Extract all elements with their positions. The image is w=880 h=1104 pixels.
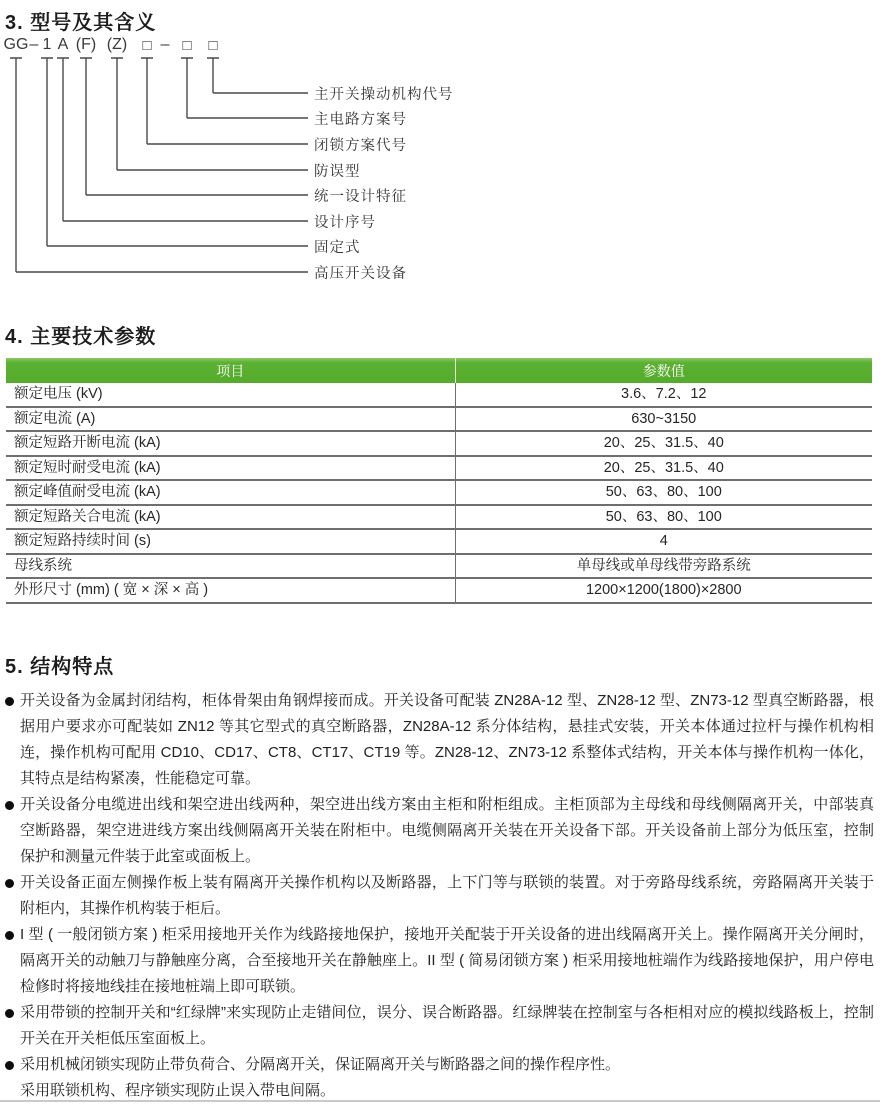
- param-value-cell: 20、25、31.5、40: [455, 456, 872, 481]
- feature-bullet-text: 采用带锁的控制开关和“红绿牌”来实现防止走错间位，误分、误合断路器。红绿牌装在控制室与各柜相对应的模拟线路板上，控制开关在开关柜低压室面板上。: [20, 1004, 874, 1047]
- code-meaning-label: 高压开关设备: [314, 266, 407, 282]
- param-item-cell: 外形尺寸 (mm) ( 宽 × 深 × 高 ): [6, 578, 455, 603]
- param-value-cell: 4: [455, 529, 872, 554]
- param-value-cell: 3.6、7.2、12: [455, 383, 872, 407]
- section-3-heading: 3. 型号及其含义: [5, 12, 157, 34]
- param-value-cell: 50、63、80、100: [455, 505, 872, 530]
- feature-bullet-item: [5, 792, 874, 870]
- code-meaning-label: 闭锁方案代号: [314, 138, 407, 154]
- code-meaning-label: 防误型: [314, 164, 361, 180]
- table-header-row: [6, 358, 872, 383]
- bullet-dot-icon: [5, 1061, 14, 1070]
- feature-bullet-text: 开关设备为金属封闭结构，柜体骨架由角钢焊接而成。开关设备可配装 ZN28A-12 型、ZN28-12 型、ZN73-12 型真空断路器，根据用户要求亦可配装如 ZN12 等其它型式的真空断路器，ZN28A-12 系分体结构，悬挂式安装，开关本体通过拉杆与操作机构相连，操作机构可配用 CD10、CD17、CT8、CT17、CT19 等。ZN28-12、ZN73-12 系整体式结构，开关本体与操作机构一体化，其特点是结构紧凑，性能稳定可靠。: [20, 692, 874, 787]
- feature-bullet-item: [5, 1052, 874, 1078]
- param-value-cell: 630~3150: [455, 407, 872, 432]
- param-table-row: [6, 578, 872, 603]
- page-bottom-rule: [0, 1100, 880, 1102]
- section-5-heading: 5. 结构特点: [5, 656, 115, 678]
- code-token: (F): [75, 36, 97, 53]
- param-table-row: [6, 431, 872, 456]
- param-item-cell: 额定峰值耐受电流 (kA): [6, 480, 455, 505]
- param-item-cell: 额定短路关合电流 (kA): [6, 505, 455, 530]
- code-token: A: [57, 36, 69, 53]
- bullet-dot-icon: [5, 697, 14, 706]
- param-item-cell: 额定电流 (A): [6, 407, 455, 432]
- feature-bullet-item: [5, 1000, 874, 1052]
- param-table-row: [6, 505, 872, 530]
- code-meaning-label: 固定式: [314, 240, 361, 256]
- code-meaning-label: 主开关操动机构代号: [314, 87, 454, 103]
- feature-bullet-item: [5, 922, 874, 1000]
- param-item-cell: 母线系统: [6, 554, 455, 579]
- code-token: –: [29, 36, 39, 53]
- param-item-cell: 额定短时耐受电流 (kA): [6, 456, 455, 481]
- feature-bullet-text: 开关设备正面左侧操作板上装有隔离开关操作机构以及断路器，上下门等与联锁的装置。对于旁路母线系统，旁路隔离开关装于附柜内，其操作机构装于柜后。: [20, 874, 874, 917]
- feature-bullet-text: 采用机械闭锁实现防止带负荷合、分隔离开关，保证隔离开关与断路器之间的操作程序性。: [20, 1056, 621, 1073]
- diagram-connector-lines: [0, 36, 880, 288]
- code-token: 1: [42, 36, 52, 53]
- code-token: (Z): [106, 36, 128, 53]
- bullet-dot-icon: [5, 879, 14, 888]
- column-header-value: 参数值: [455, 358, 872, 383]
- bullet-dot-icon: [5, 931, 14, 940]
- param-table-row: [6, 480, 872, 505]
- bullet-dot-icon: [5, 801, 14, 810]
- param-value-cell: 20、25、31.5、40: [455, 431, 872, 456]
- param-item-cell: 额定短路持续时间 (s): [6, 529, 455, 554]
- param-value-cell: 1200×1200(1800)×2800: [455, 578, 872, 603]
- column-header-item: 项目: [6, 358, 455, 383]
- feature-bullet-text: 开关设备分电缆进出线和架空进出线两种，架空进出线方案由主柜和附柜组成。主柜顶部为主母线和母线侧隔离开关，中部装真空断路器，架空进进线方案出线侧隔离开关装在附柜中。电缆侧隔离开关装在开关设备下部。开关设备前上部分为低压室，控制保护和测量元件装于此室或面板上。: [20, 796, 874, 865]
- bullet-dot-icon: [5, 1009, 14, 1018]
- param-table-row: [6, 529, 872, 554]
- code-box-token: □: [208, 37, 218, 54]
- code-token: GG: [3, 36, 29, 53]
- feature-trailing-line: 采用联锁机构、程序锁实现防止误入带电间隔。: [20, 1082, 336, 1099]
- code-meaning-label: 设计序号: [314, 215, 376, 231]
- param-item-cell: 额定电压 (kV): [6, 383, 455, 407]
- structure-features-list: [5, 688, 874, 1104]
- code-token: –: [160, 36, 170, 53]
- model-code-diagram: [0, 36, 880, 288]
- feature-bullet-item: [5, 870, 874, 922]
- param-table-row: [6, 407, 872, 432]
- code-meaning-label: 主电路方案号: [314, 112, 407, 128]
- param-value-cell: 50、63、80、100: [455, 480, 872, 505]
- code-box-token: □: [182, 37, 192, 54]
- parameters-table: [6, 358, 872, 604]
- feature-bullet-item: [5, 688, 874, 792]
- feature-bullet-text: I 型 ( 一般闭锁方案 ) 柜采用接地开关作为线路接地保护，接地开关配装于开关设备的进出线隔离开关上。操作隔离开关分闸时，隔离开关的动触刀与静触座分离，合至接地开关在静触座上。II 型 ( 简易闭锁方案 ) 柜采用接地桩端作为线路接地保护，用户停电检修时将接地线挂在接地桩端上即可联锁。: [20, 926, 874, 995]
- code-box-token: □: [142, 37, 152, 54]
- param-table-row: [6, 554, 872, 579]
- code-meaning-label: 统一设计特征: [314, 189, 407, 205]
- param-item-cell: 额定短路开断电流 (kA): [6, 431, 455, 456]
- param-table-row: [6, 456, 872, 481]
- param-value-cell: 单母线或单母线带旁路系统: [455, 554, 872, 579]
- section-4-heading: 4. 主要技术参数: [5, 326, 157, 348]
- param-table-row: [6, 383, 872, 407]
